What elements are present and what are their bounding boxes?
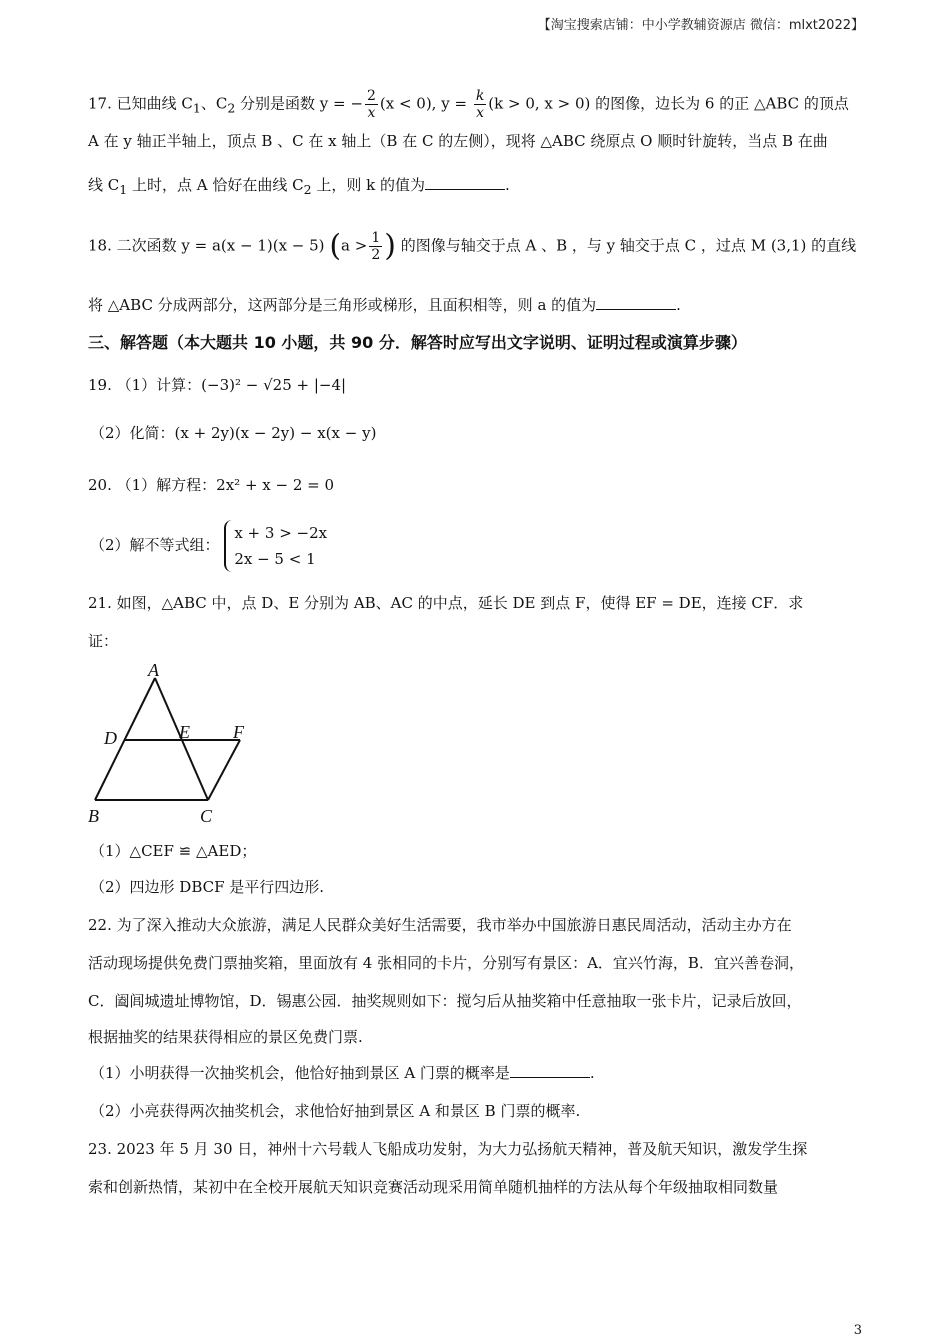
section-heading: 三、解答题（本大题共 10 小题，共 90 分．解答时应写出文字说明、证明过程或演算步骤） bbox=[88, 333, 747, 352]
q21-line1: 21. 如图，△ABC 中，点 D、E 分别为 AB、AC 的中点，延长 DE 到点 F，使得 EF = DE，连接 CF．求 bbox=[88, 594, 804, 612]
q17-text: (x < 0), y = bbox=[379, 94, 472, 113]
q17-text: 、C bbox=[200, 94, 228, 113]
q22-line3: C．阖闾城遗址博物馆，D．锡惠公园．抽奖规则如下：搅匀后从抽奖箱中任意抽取一张卡片，记录后放回， bbox=[88, 992, 802, 1010]
label-f: F bbox=[233, 722, 244, 742]
q22-line1: 22. 为了深入推动大众旅游，满足人民群众美好生活需要，我市举办中国旅游日惠民周活动，活动主办方在 bbox=[88, 916, 792, 934]
q23-line2: 索和创新热情，某初中在全校开展航天知识竞赛活动现采用简单随机抽样的方法从每个年级抽取相同数量 bbox=[88, 1178, 779, 1196]
q22-part1 bbox=[90, 1062, 866, 1084]
q17-line1: 17. 已知曲线 $C_1$、$C_2$ 分别是函数 y = − $\frac{2}{x}$ (x < 0), y = $\frac{k}{x}$ (k > 0, x > 0) 的图像，边长为 6 的正 △ABC 的顶点 bbox=[88, 88, 849, 121]
label-d: D bbox=[104, 728, 117, 748]
q17-text: 分别是函数 y = − bbox=[235, 94, 363, 113]
q21-part1: （1）△CEF ≌ △AED； bbox=[90, 842, 257, 860]
q20-line1: 20. （1）解方程：2x² + x − 2 = 0 bbox=[88, 476, 335, 494]
q21-line2: 证： bbox=[88, 632, 119, 650]
q22-text: . bbox=[589, 1064, 595, 1082]
q17-text: . bbox=[504, 176, 510, 194]
q17-line2: A 在 y 轴正半轴上，顶点 B 、C 在 x 轴上（B 在 C 的左侧），现将 △ABC 绕原点 O 顺时针旋转，当点 B 在曲 bbox=[88, 132, 828, 150]
answer-blank bbox=[596, 295, 676, 310]
segment-fc bbox=[208, 740, 240, 800]
q18-text: . bbox=[676, 296, 681, 314]
q21-part2: （2）四边形 DBCF 是平行四边形. bbox=[90, 878, 325, 896]
q23-line1: 23. 2023 年 5 月 30 日，神州十六号载人飞船成功发射，为大力弘扬航天精神，普及航天知识，激发学生探 bbox=[88, 1140, 808, 1158]
page-number: 3 bbox=[853, 1323, 862, 1338]
q18-line2 bbox=[88, 294, 866, 316]
q17-line3: 线 $C_1$ 上时，点 A 恰好在曲线 $C_2$ 上，则 k 的值为 . bbox=[88, 176, 510, 197]
q17-text: 17. 已知曲线 C bbox=[88, 94, 193, 113]
q20-line2 bbox=[90, 520, 866, 572]
page-header: 【淘宝搜索店铺：中小学教辅资源店 微信：mlxt2022】 bbox=[537, 18, 864, 33]
q17-text: (k > 0, x > 0) 的图像，边长为 6 的正 △ABC 的顶点 bbox=[488, 94, 849, 113]
q22-part2: （2）小亮获得两次抽奖机会，求他恰好抽到景区 A 和景区 B 门票的概率. bbox=[90, 1102, 581, 1120]
q18-text: 将 △ABC 分成两部分，这两部分是三角形或梯形，且面积相等，则 a 的值为 bbox=[88, 296, 597, 314]
q19-line1: 19. （1）计算：(−3)² − √25 + |−4| bbox=[88, 376, 347, 394]
answer-blank bbox=[510, 1063, 590, 1078]
q22-line4: 根据抽奖的结果获得相应的景区免费门票. bbox=[88, 1028, 363, 1046]
q19-line2: （2）化简：(x + 2y)(x − 2y) − x(x − y) bbox=[90, 424, 377, 442]
q20-text: （2）解不等式组： bbox=[90, 536, 220, 554]
inequality-2: 2x − 5 < 1 bbox=[234, 550, 316, 568]
label-c: C bbox=[200, 806, 213, 826]
q22-line2: 活动现场提供免费门票抽奖箱，里面放有 4 张相同的卡片，分别写有景区：A．宜兴竹海，B．宜兴善卷洞， bbox=[88, 954, 804, 972]
inequality-1: x + 3 > −2x bbox=[234, 524, 328, 542]
q18-text: a > bbox=[341, 236, 368, 255]
q17-text: 上，则 k 的值为 bbox=[311, 176, 425, 194]
q18-fraction: $\frac{1}{2}$ bbox=[371, 230, 381, 263]
q22-text: （1）小明获得一次抽奖机会，他恰好抽到景区 A 门票的概率是 bbox=[90, 1064, 510, 1082]
triangle-figure bbox=[80, 660, 280, 830]
q17-text: 线 C bbox=[88, 176, 120, 194]
q18-text: 18. 二次函数 y = a(x − 1)(x − 5) bbox=[88, 236, 325, 255]
q18-line1: 18. 二次函数 y = a(x − 1)(x − 5) (a > $\frac{1}{2}$ ) 的图像与轴交于点 A 、B ，与 y 轴交于点 C ，过点 M (3,1) 的直线 bbox=[88, 228, 857, 264]
label-b: B bbox=[88, 806, 99, 826]
label-e: E bbox=[179, 722, 190, 742]
answer-blank bbox=[425, 175, 505, 190]
q17-fraction-2: $\frac{k}{x}$ bbox=[475, 88, 485, 121]
label-a: A bbox=[148, 660, 159, 680]
q17-fraction-1: $\frac{2}{x}$ bbox=[366, 88, 376, 121]
q17-text: 上时，点 A 恰好在曲线 C bbox=[127, 176, 304, 194]
q18-text: 的图像与轴交于点 A 、B ，与 y 轴交于点 C ，过点 M (3,1) 的直线 bbox=[395, 236, 857, 255]
inequality-system bbox=[224, 520, 327, 572]
